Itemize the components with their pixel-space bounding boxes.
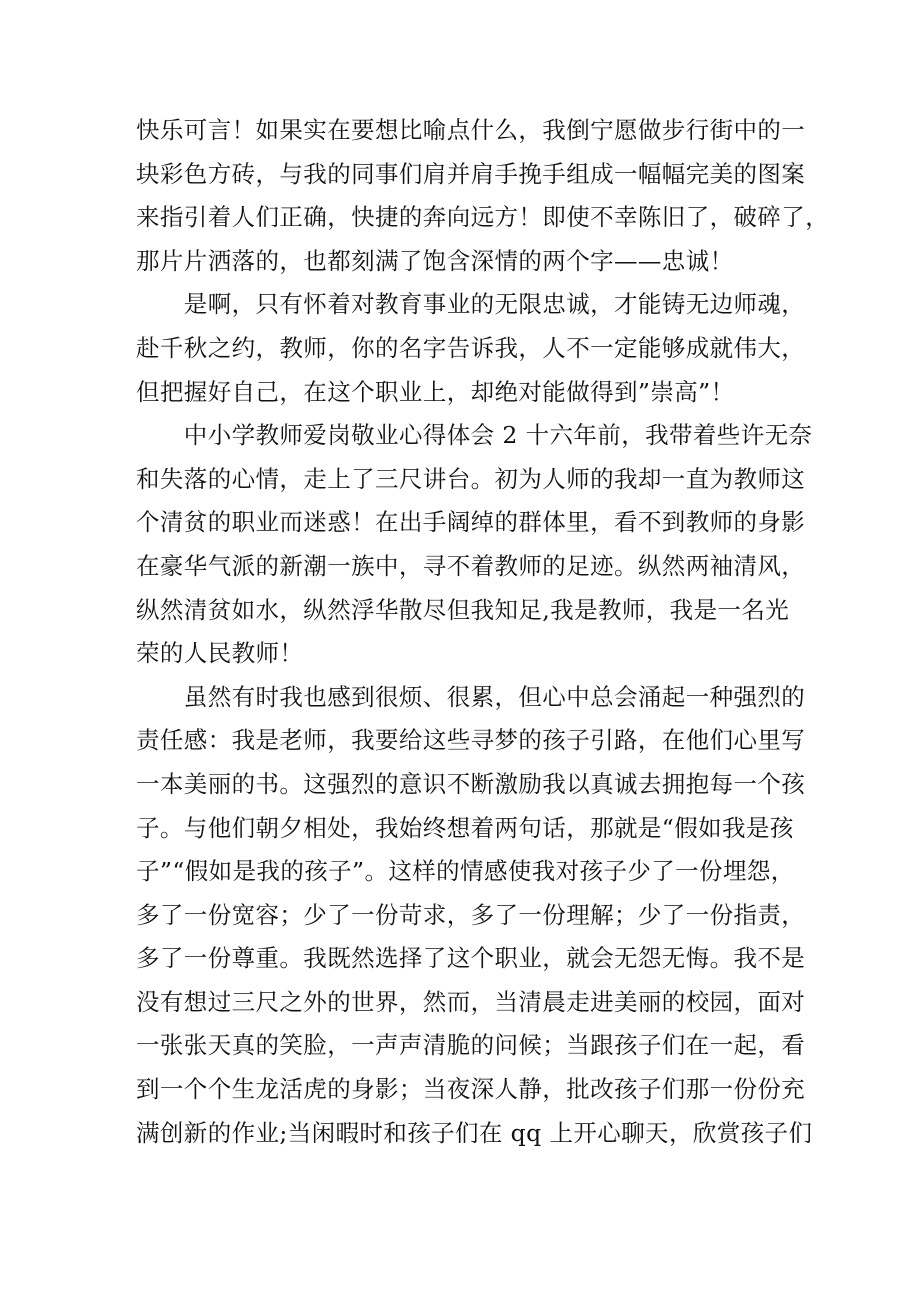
text-line: 块彩色方砖，与我的同事们肩并肩手挽手组成一幅幅完美的图案 xyxy=(136,159,806,188)
text-line: 多了一份尊重。我既然选择了这个职业，就会无怨无悔。我不是 xyxy=(136,944,806,973)
text-line: 个清贫的职业而迷惑！在出手阔绰的群体里，看不到教师的身影 xyxy=(136,508,806,537)
text-line: 荣的人民教师！ xyxy=(136,639,304,668)
text-line: 在豪华气派的新潮一族中，寻不着教师的足迹。纵然两袖清风， xyxy=(136,551,806,580)
text-line: 一张张天真的笑脸，一声声清脆的问候；当跟孩子们在一起，看 xyxy=(136,1031,806,1060)
text-line: 那片片洒落的，也都刻满了饱含深情的两个字——忠诚！ xyxy=(136,246,734,275)
text-line: 虽然有时我也感到很烦、很累，但心中总会涌起一种强烈的 xyxy=(136,682,806,711)
text-line: 到一个个生龙活虎的身影；当夜深人静，批改孩子们那一份份充 xyxy=(136,1075,806,1104)
text-line: 多了一份宽容；少了一份苛求，多了一份理解；少了一份指责， xyxy=(136,900,806,929)
text-line: 子。与他们朝夕相处，我始终想着两句话，那就是“假如我是孩 xyxy=(136,813,794,842)
text-line: 一本美丽的书。这强烈的意识不断激励我以真诚去拥抱每一个孩 xyxy=(136,769,806,798)
text-line: 责任感：我是老师，我要给这些寻梦的孩子引路，在他们心里写 xyxy=(136,726,806,755)
text-line: 没有想过三尺之外的世界，然而，当清晨走进美丽的校园，面对 xyxy=(136,987,806,1016)
text-line: 子”“假如是我的孩子”。这样的情感使我对孩子少了一份埋怨， xyxy=(136,857,795,886)
text-line: 是啊，只有怀着对教育事业的无限忠诚，才能铸无边师魂， xyxy=(136,290,806,319)
document-body xyxy=(136,109,830,1155)
text-line: 中小学教师爱岗敬业心得体会 2 十六年前，我带着些许无奈 xyxy=(136,421,813,450)
text-line: 来指引着人们正确，快捷的奔向远方！即使不幸陈旧了，破碎了， xyxy=(136,203,830,232)
text-line: 和失落的心情，走上了三尺讲台。初为人师的我却一直为教师这 xyxy=(136,464,806,493)
text-line: 快乐可言！如果实在要想比喻点什么，我倒宁愿做步行街中的一 xyxy=(136,116,806,144)
text-line: 但把握好自己，在这个职业上，却绝对能做得到”崇高”！ xyxy=(136,377,735,406)
text-line: 纵然清贫如水，纵然浮华散尽但我知足,我是教师，我是一名光 xyxy=(136,595,790,624)
text-line: 赴千秋之约，教师，你的名字告诉我，人不一定能够成就伟大， xyxy=(136,333,806,362)
text-line: 满创新的作业;当闲暇时和孩子们在 qq 上开心聊天，欣赏孩子们 xyxy=(136,1118,813,1147)
